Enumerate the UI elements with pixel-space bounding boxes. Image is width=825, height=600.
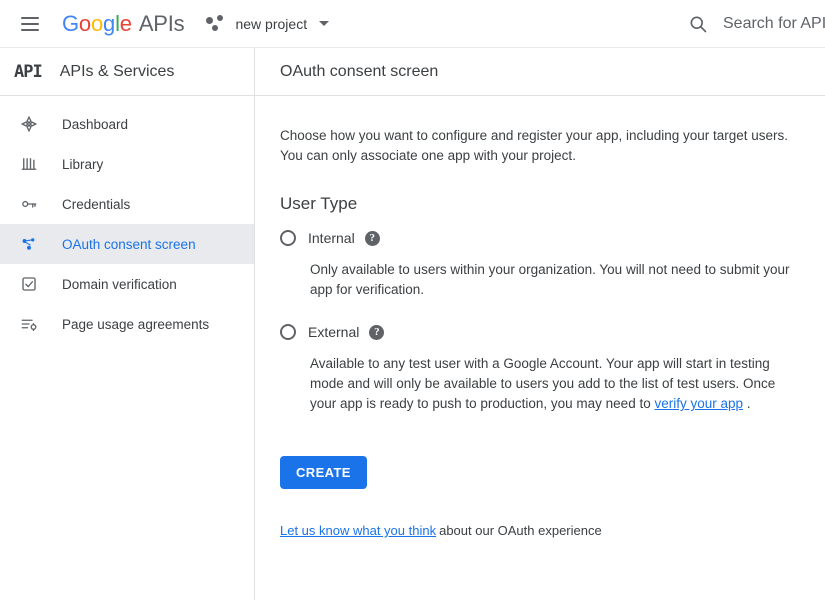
oauth-icon [18,235,40,253]
hamburger-line [21,23,39,25]
library-icon [18,155,40,173]
sidebar-item-dashboard[interactable] [0,104,254,144]
project-icon [206,14,226,34]
sidebar-header [0,48,254,96]
sidebar-item-label: OAuth consent screen [62,236,196,252]
check-box-icon [18,275,40,293]
logo-letter-o1: o [78,10,91,36]
sidebar-item-page-usage-agreements[interactable] [0,304,254,344]
radio-label-external[interactable]: External [308,324,360,340]
sidebar-item-library[interactable] [0,144,254,184]
key-icon [18,195,40,213]
radio-external[interactable] [280,324,296,340]
logo-letter-g2: g [103,10,116,36]
radio-description-internal: Only available to users within your organization. You will not need to submit your app for verification. [310,262,790,297]
sidebar-item-credentials[interactable] [0,184,254,224]
sidebar-item-oauth-consent-screen[interactable] [0,224,254,264]
feedback-row [280,523,790,538]
section-title-user-type: User Type [280,194,358,213]
help-icon-external[interactable]: ? [369,325,384,340]
content-inner [255,96,815,538]
top-bar [0,0,825,48]
logo-suffix-apis: APIs [138,10,185,36]
radio-label-internal[interactable]: Internal [308,230,355,246]
radio-row-external[interactable] [280,318,790,346]
search-bar[interactable] [675,4,825,44]
feedback-link[interactable]: Let us know what you think [280,523,437,538]
hamburger-icon[interactable] [6,0,54,48]
radio-row-internal[interactable] [280,224,790,252]
logo-letter-e: e [119,10,132,36]
page-title: OAuth consent screen [255,48,825,96]
google-apis-logo[interactable] [62,11,184,37]
project-name: new project [235,15,308,32]
sidebar-title: APIs & Services [59,62,175,80]
sidebar-nav [0,96,254,344]
create-button[interactable]: CREATE [280,456,367,489]
sidebar-item-label: Domain verification [62,276,177,292]
radio-internal[interactable] [280,230,296,246]
sidebar [0,48,255,600]
search-icon[interactable] [675,4,721,44]
hamburger-line [21,17,39,19]
logo-letter-l: l [115,10,120,36]
api-logo-icon: API [14,61,42,82]
hamburger-line [21,29,39,31]
sidebar-item-label: Page usage agreements [62,316,210,332]
radio-description-external [310,354,790,414]
sidebar-item-label: Library [62,156,104,172]
intro-text: Choose how you want to configure and register your app, including your target users. You can only associate one app with your project. [280,128,789,163]
main-content [255,48,825,600]
radio-description-external-tail: . [746,396,751,411]
sidebar-item-label: Credentials [62,196,131,212]
agreements-icon [18,315,40,333]
sidebar-item-domain-verification[interactable] [0,264,254,304]
search-input[interactable] [721,14,825,34]
chevron-down-icon[interactable] [319,21,329,26]
feedback-text: about our OAuth experience [439,523,602,538]
page-body [0,48,825,600]
verify-your-app-link[interactable]: verify your app [654,396,744,411]
radio-description-external-text: Available to any test user with a Google Account. Your app will start in testing mode and will only be available to users you add to the list of test users. Once your app is ready to push to production, you may need to [310,356,776,411]
dashboard-icon [18,115,40,133]
sidebar-item-label: Dashboard [62,116,129,132]
logo-letter-g: G [62,10,79,36]
logo-letter-o2: o [90,10,104,36]
help-icon-internal[interactable]: ? [365,231,380,246]
project-selector[interactable] [206,8,329,40]
